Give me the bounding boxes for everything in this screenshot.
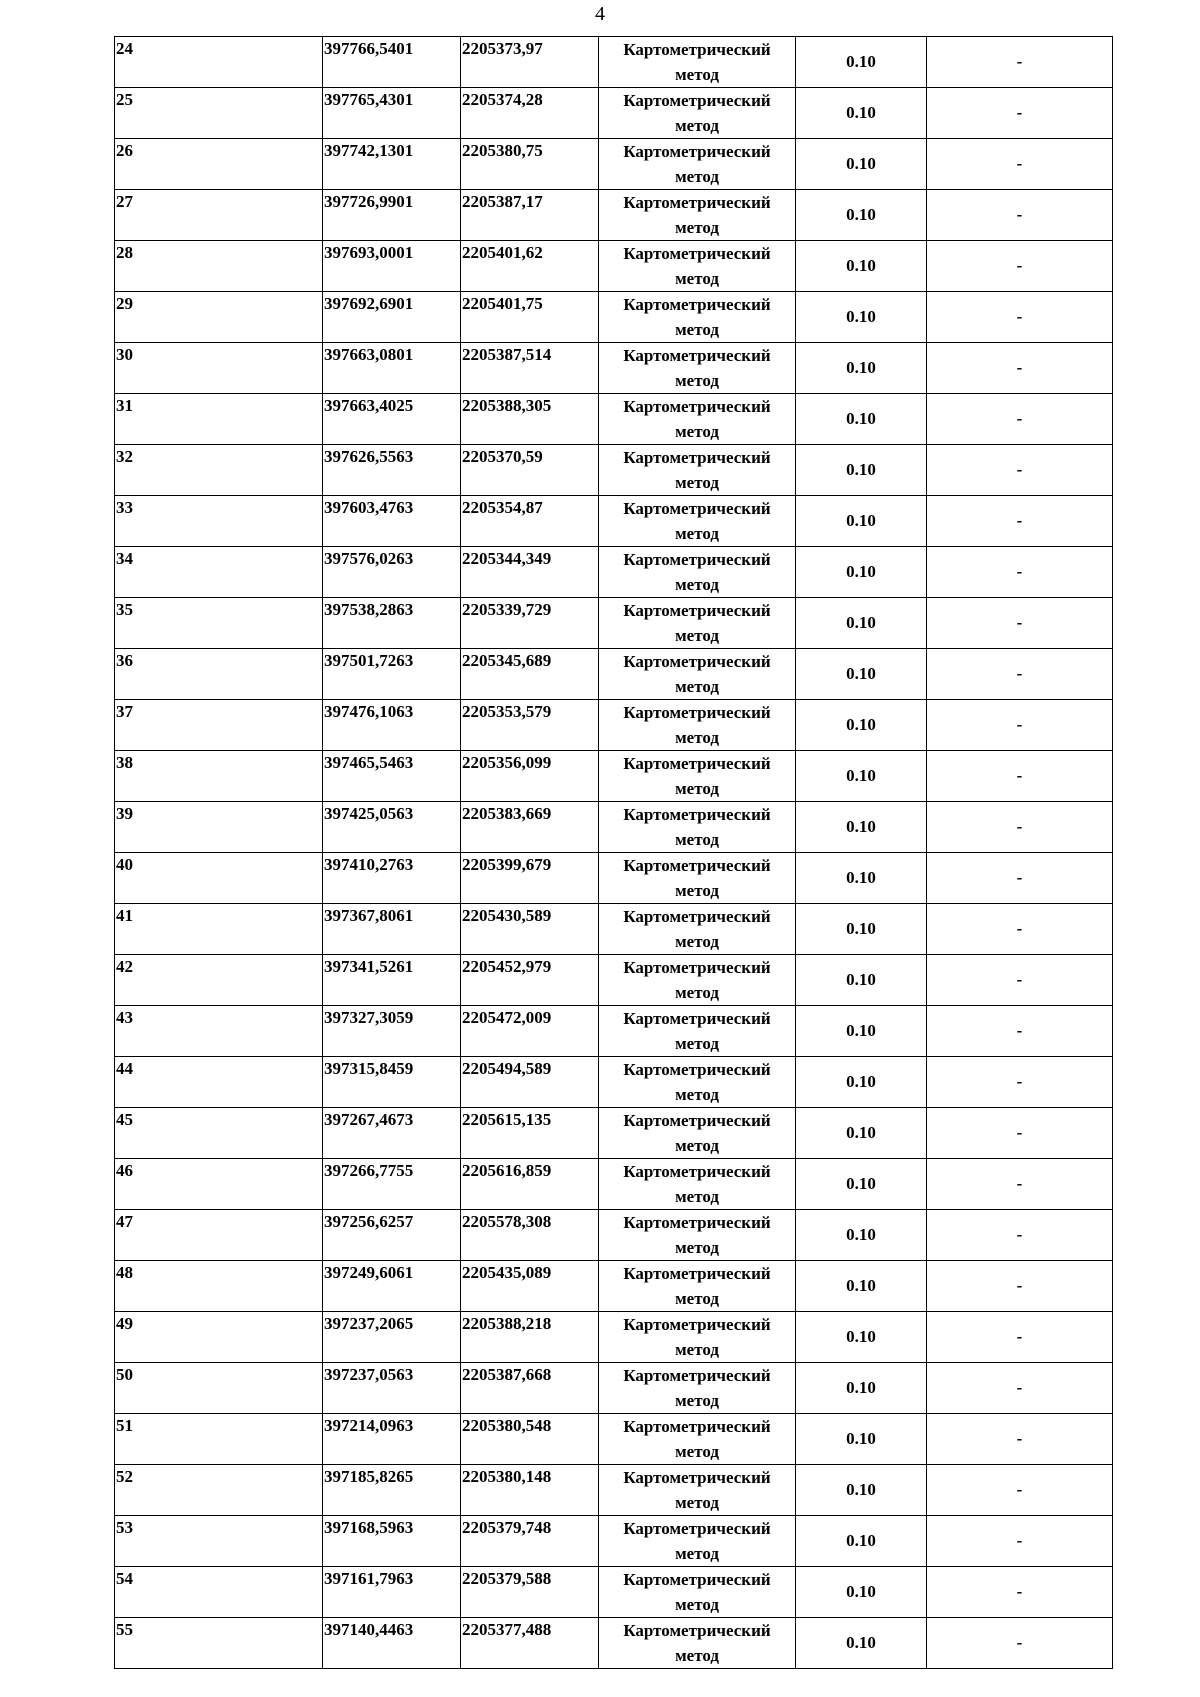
method-line-1: Картометрический — [623, 601, 771, 620]
precision-cell: 0.10 — [796, 394, 927, 445]
coordinates-table-body — [115, 37, 1113, 1669]
method-line-2: метод — [675, 1493, 719, 1512]
table-row — [115, 1516, 1113, 1567]
precision-cell: 0.10 — [796, 241, 927, 292]
x-coordinate-cell: 397256,6257 — [323, 1210, 461, 1261]
x-coordinate-cell: 397237,2065 — [323, 1312, 461, 1363]
x-coordinate-cell: 397603,4763 — [323, 496, 461, 547]
method-cell — [599, 547, 796, 598]
y-coordinate-cell: 2205401,75 — [461, 292, 599, 343]
method-line-2: метод — [675, 320, 719, 339]
method-line-2: метод — [675, 830, 719, 849]
method-cell — [599, 1108, 796, 1159]
method-cell — [599, 853, 796, 904]
point-number-cell: 49 — [115, 1312, 323, 1363]
note-cell: - — [927, 853, 1113, 904]
method-line-2: метод — [675, 473, 719, 492]
method-cell — [599, 955, 796, 1006]
method-cell — [599, 139, 796, 190]
note-cell: - — [927, 241, 1113, 292]
note-cell: - — [927, 1057, 1113, 1108]
note-cell: - — [927, 394, 1113, 445]
method-line-1: Картометрический — [623, 499, 771, 518]
y-coordinate-cell: 2205401,62 — [461, 241, 599, 292]
note-cell: - — [927, 1414, 1113, 1465]
y-coordinate-cell: 2205387,514 — [461, 343, 599, 394]
method-line-2: метод — [675, 1391, 719, 1410]
x-coordinate-cell: 397315,8459 — [323, 1057, 461, 1108]
method-cell — [599, 190, 796, 241]
precision-cell: 0.10 — [796, 1618, 927, 1669]
method-line-2: метод — [675, 1136, 719, 1155]
point-number-cell: 33 — [115, 496, 323, 547]
y-coordinate-cell: 2205452,979 — [461, 955, 599, 1006]
page-number: 4 — [595, 3, 605, 25]
y-coordinate-cell: 2205388,305 — [461, 394, 599, 445]
y-coordinate-cell: 2205356,099 — [461, 751, 599, 802]
note-cell: - — [927, 1465, 1113, 1516]
method-line-1: Картометрический — [623, 1264, 771, 1283]
method-line-2: метод — [675, 371, 719, 390]
method-line-2: метод — [675, 728, 719, 747]
method-cell — [599, 1618, 796, 1669]
method-line-1: Картометрический — [623, 1570, 771, 1589]
method-line-2: метод — [675, 1544, 719, 1563]
x-coordinate-cell: 397327,3059 — [323, 1006, 461, 1057]
y-coordinate-cell: 2205494,589 — [461, 1057, 599, 1108]
table-row — [115, 802, 1113, 853]
x-coordinate-cell: 397693,0001 — [323, 241, 461, 292]
table-row — [115, 1414, 1113, 1465]
method-line-1: Картометрический — [623, 1009, 771, 1028]
y-coordinate-cell: 2205380,548 — [461, 1414, 599, 1465]
method-cell — [599, 1006, 796, 1057]
x-coordinate-cell: 397367,8061 — [323, 904, 461, 955]
y-coordinate-cell: 2205354,87 — [461, 496, 599, 547]
method-line-1: Картометрический — [623, 805, 771, 824]
method-line-1: Картометрический — [623, 295, 771, 314]
y-coordinate-cell: 2205383,669 — [461, 802, 599, 853]
note-cell: - — [927, 88, 1113, 139]
method-line-2: метод — [675, 218, 719, 237]
y-coordinate-cell: 2205377,488 — [461, 1618, 599, 1669]
method-cell — [599, 445, 796, 496]
method-cell — [599, 1465, 796, 1516]
y-coordinate-cell: 2205370,59 — [461, 445, 599, 496]
method-cell — [599, 1414, 796, 1465]
method-line-2: метод — [675, 1646, 719, 1665]
method-line-1: Картометрический — [623, 703, 771, 722]
method-line-2: метод — [675, 1034, 719, 1053]
precision-cell: 0.10 — [796, 1363, 927, 1414]
precision-cell: 0.10 — [796, 1516, 927, 1567]
method-line-2: метод — [675, 167, 719, 186]
note-cell: - — [927, 190, 1113, 241]
precision-cell: 0.10 — [796, 802, 927, 853]
table-row — [115, 700, 1113, 751]
note-cell: - — [927, 1006, 1113, 1057]
precision-cell: 0.10 — [796, 496, 927, 547]
coordinates-table — [114, 36, 1113, 1669]
precision-cell: 0.10 — [796, 1567, 927, 1618]
note-cell: - — [927, 496, 1113, 547]
method-cell — [599, 394, 796, 445]
precision-cell: 0.10 — [796, 649, 927, 700]
precision-cell: 0.10 — [796, 445, 927, 496]
method-cell — [599, 343, 796, 394]
method-cell — [599, 1261, 796, 1312]
y-coordinate-cell: 2205399,679 — [461, 853, 599, 904]
table-row — [115, 1210, 1113, 1261]
x-coordinate-cell: 397663,0801 — [323, 343, 461, 394]
point-number-cell: 30 — [115, 343, 323, 394]
precision-cell: 0.10 — [796, 190, 927, 241]
x-coordinate-cell: 397476,1063 — [323, 700, 461, 751]
y-coordinate-cell: 2205373,97 — [461, 37, 599, 88]
method-line-2: метод — [675, 983, 719, 1002]
x-coordinate-cell: 397626,5563 — [323, 445, 461, 496]
y-coordinate-cell: 2205388,218 — [461, 1312, 599, 1363]
note-cell: - — [927, 1261, 1113, 1312]
precision-cell: 0.10 — [796, 700, 927, 751]
method-line-2: метод — [675, 575, 719, 594]
x-coordinate-cell: 397410,2763 — [323, 853, 461, 904]
y-coordinate-cell: 2205435,089 — [461, 1261, 599, 1312]
method-line-2: метод — [675, 677, 719, 696]
x-coordinate-cell: 397465,5463 — [323, 751, 461, 802]
point-number-cell: 25 — [115, 88, 323, 139]
y-coordinate-cell: 2205380,75 — [461, 139, 599, 190]
precision-cell: 0.10 — [796, 1261, 927, 1312]
table-row — [115, 292, 1113, 343]
x-coordinate-cell: 397341,5261 — [323, 955, 461, 1006]
x-coordinate-cell: 397742,1301 — [323, 139, 461, 190]
note-cell: - — [927, 1567, 1113, 1618]
y-coordinate-cell: 2205387,17 — [461, 190, 599, 241]
y-coordinate-cell: 2205430,589 — [461, 904, 599, 955]
method-line-1: Картометрический — [623, 346, 771, 365]
note-cell: - — [927, 1312, 1113, 1363]
x-coordinate-cell: 397766,5401 — [323, 37, 461, 88]
table-row — [115, 88, 1113, 139]
method-cell — [599, 802, 796, 853]
x-coordinate-cell: 397538,2863 — [323, 598, 461, 649]
note-cell: - — [927, 1516, 1113, 1567]
note-cell: - — [927, 1108, 1113, 1159]
note-cell: - — [927, 1363, 1113, 1414]
note-cell: - — [927, 343, 1113, 394]
precision-cell: 0.10 — [796, 955, 927, 1006]
note-cell: - — [927, 649, 1113, 700]
table-row — [115, 1363, 1113, 1414]
point-number-cell: 42 — [115, 955, 323, 1006]
y-coordinate-cell: 2205344,349 — [461, 547, 599, 598]
point-number-cell: 34 — [115, 547, 323, 598]
note-cell: - — [927, 292, 1113, 343]
method-line-2: метод — [675, 1289, 719, 1308]
point-number-cell: 46 — [115, 1159, 323, 1210]
method-line-2: метод — [675, 1085, 719, 1104]
y-coordinate-cell: 2205380,148 — [461, 1465, 599, 1516]
point-number-cell: 54 — [115, 1567, 323, 1618]
point-number-cell: 53 — [115, 1516, 323, 1567]
point-number-cell: 47 — [115, 1210, 323, 1261]
note-cell: - — [927, 955, 1113, 1006]
table-row — [115, 1465, 1113, 1516]
precision-cell: 0.10 — [796, 751, 927, 802]
method-line-1: Картометрический — [623, 40, 771, 59]
method-line-1: Картометрический — [623, 907, 771, 926]
x-coordinate-cell: 397266,7755 — [323, 1159, 461, 1210]
note-cell: - — [927, 37, 1113, 88]
point-number-cell: 38 — [115, 751, 323, 802]
table-row — [115, 751, 1113, 802]
precision-cell: 0.10 — [796, 88, 927, 139]
point-number-cell: 35 — [115, 598, 323, 649]
method-line-2: метод — [675, 779, 719, 798]
precision-cell: 0.10 — [796, 853, 927, 904]
x-coordinate-cell: 397765,4301 — [323, 88, 461, 139]
x-coordinate-cell: 397576,0263 — [323, 547, 461, 598]
precision-cell: 0.10 — [796, 1159, 927, 1210]
table-row — [115, 547, 1113, 598]
note-cell: - — [927, 1210, 1113, 1261]
point-number-cell: 29 — [115, 292, 323, 343]
precision-cell: 0.10 — [796, 1057, 927, 1108]
point-number-cell: 24 — [115, 37, 323, 88]
point-number-cell: 27 — [115, 190, 323, 241]
x-coordinate-cell: 397185,8265 — [323, 1465, 461, 1516]
note-cell: - — [927, 751, 1113, 802]
method-line-1: Картометрический — [623, 856, 771, 875]
note-cell: - — [927, 904, 1113, 955]
method-line-2: метод — [675, 1340, 719, 1359]
note-cell: - — [927, 1159, 1113, 1210]
method-line-1: Картометрический — [623, 1468, 771, 1487]
method-line-1: Картометрический — [623, 1060, 771, 1079]
precision-cell: 0.10 — [796, 1108, 927, 1159]
method-line-1: Картометрический — [623, 1621, 771, 1640]
table-row — [115, 1108, 1113, 1159]
note-cell: - — [927, 445, 1113, 496]
y-coordinate-cell: 2205345,689 — [461, 649, 599, 700]
y-coordinate-cell: 2205379,588 — [461, 1567, 599, 1618]
method-line-1: Картометрический — [623, 550, 771, 569]
method-line-1: Картометрический — [623, 1111, 771, 1130]
method-line-1: Картометрический — [623, 1417, 771, 1436]
method-cell — [599, 292, 796, 343]
method-line-2: метод — [675, 65, 719, 84]
point-number-cell: 28 — [115, 241, 323, 292]
method-line-1: Картометрический — [623, 754, 771, 773]
point-number-cell: 40 — [115, 853, 323, 904]
method-line-2: метод — [675, 626, 719, 645]
table-row — [115, 1618, 1113, 1669]
method-line-2: метод — [675, 116, 719, 135]
point-number-cell: 32 — [115, 445, 323, 496]
method-cell — [599, 37, 796, 88]
x-coordinate-cell: 397161,7963 — [323, 1567, 461, 1618]
point-number-cell: 43 — [115, 1006, 323, 1057]
y-coordinate-cell: 2205578,308 — [461, 1210, 599, 1261]
y-coordinate-cell: 2205339,729 — [461, 598, 599, 649]
note-cell: - — [927, 802, 1113, 853]
method-cell — [599, 88, 796, 139]
method-line-1: Картометрический — [623, 1162, 771, 1181]
precision-cell: 0.10 — [796, 1006, 927, 1057]
method-line-2: метод — [675, 1595, 719, 1614]
point-number-cell: 39 — [115, 802, 323, 853]
method-cell — [599, 751, 796, 802]
table-row — [115, 955, 1113, 1006]
method-line-1: Картометрический — [623, 1213, 771, 1232]
x-coordinate-cell: 397726,9901 — [323, 190, 461, 241]
x-coordinate-cell: 397692,6901 — [323, 292, 461, 343]
note-cell: - — [927, 700, 1113, 751]
method-cell — [599, 1567, 796, 1618]
method-line-1: Картометрический — [623, 142, 771, 161]
precision-cell: 0.10 — [796, 1465, 927, 1516]
table-row — [115, 496, 1113, 547]
method-cell — [599, 1057, 796, 1108]
method-line-2: метод — [675, 524, 719, 543]
method-cell — [599, 1363, 796, 1414]
table-row — [115, 241, 1113, 292]
table-row — [115, 649, 1113, 700]
method-line-2: метод — [675, 932, 719, 951]
method-line-2: метод — [675, 1442, 719, 1461]
method-line-1: Картометрический — [623, 193, 771, 212]
table-row — [115, 37, 1113, 88]
method-cell — [599, 1159, 796, 1210]
method-line-2: метод — [675, 1238, 719, 1257]
note-cell: - — [927, 139, 1113, 190]
method-cell — [599, 649, 796, 700]
method-cell — [599, 700, 796, 751]
precision-cell: 0.10 — [796, 1414, 927, 1465]
point-number-cell: 45 — [115, 1108, 323, 1159]
table-row — [115, 445, 1113, 496]
y-coordinate-cell: 2205472,009 — [461, 1006, 599, 1057]
method-line-2: метод — [675, 269, 719, 288]
y-coordinate-cell: 2205379,748 — [461, 1516, 599, 1567]
precision-cell: 0.10 — [796, 37, 927, 88]
y-coordinate-cell: 2205353,579 — [461, 700, 599, 751]
x-coordinate-cell: 397214,0963 — [323, 1414, 461, 1465]
point-number-cell: 31 — [115, 394, 323, 445]
table-row — [115, 394, 1113, 445]
precision-cell: 0.10 — [796, 904, 927, 955]
method-line-1: Картометрический — [623, 244, 771, 263]
x-coordinate-cell: 397501,7263 — [323, 649, 461, 700]
table-row — [115, 1312, 1113, 1363]
method-cell — [599, 904, 796, 955]
method-cell — [599, 496, 796, 547]
method-line-1: Картометрический — [623, 91, 771, 110]
method-line-1: Картометрический — [623, 448, 771, 467]
precision-cell: 0.10 — [796, 547, 927, 598]
point-number-cell: 51 — [115, 1414, 323, 1465]
precision-cell: 0.10 — [796, 1312, 927, 1363]
table-row — [115, 139, 1113, 190]
precision-cell: 0.10 — [796, 139, 927, 190]
table-row — [115, 190, 1113, 241]
x-coordinate-cell: 397140,4463 — [323, 1618, 461, 1669]
y-coordinate-cell: 2205387,668 — [461, 1363, 599, 1414]
method-line-1: Картометрический — [623, 1315, 771, 1334]
method-cell — [599, 1312, 796, 1363]
precision-cell: 0.10 — [796, 598, 927, 649]
y-coordinate-cell: 2205616,859 — [461, 1159, 599, 1210]
x-coordinate-cell: 397267,4673 — [323, 1108, 461, 1159]
table-row — [115, 1057, 1113, 1108]
y-coordinate-cell: 2205615,135 — [461, 1108, 599, 1159]
method-line-2: метод — [675, 422, 719, 441]
y-coordinate-cell: 2205374,28 — [461, 88, 599, 139]
method-line-1: Картометрический — [623, 1366, 771, 1385]
method-line-1: Картометрический — [623, 958, 771, 977]
point-number-cell: 55 — [115, 1618, 323, 1669]
note-cell: - — [927, 1618, 1113, 1669]
point-number-cell: 50 — [115, 1363, 323, 1414]
x-coordinate-cell: 397425,0563 — [323, 802, 461, 853]
x-coordinate-cell: 397237,0563 — [323, 1363, 461, 1414]
point-number-cell: 26 — [115, 139, 323, 190]
table-row — [115, 343, 1113, 394]
table-row — [115, 1006, 1113, 1057]
table-row — [115, 1261, 1113, 1312]
point-number-cell: 36 — [115, 649, 323, 700]
method-line-2: метод — [675, 881, 719, 900]
method-cell — [599, 598, 796, 649]
precision-cell: 0.10 — [796, 292, 927, 343]
table-row — [115, 904, 1113, 955]
table-row — [115, 853, 1113, 904]
table-row — [115, 1567, 1113, 1618]
method-line-2: метод — [675, 1187, 719, 1206]
point-number-cell: 48 — [115, 1261, 323, 1312]
x-coordinate-cell: 397663,4025 — [323, 394, 461, 445]
method-line-1: Картометрический — [623, 652, 771, 671]
precision-cell: 0.10 — [796, 343, 927, 394]
point-number-cell: 37 — [115, 700, 323, 751]
table-row — [115, 598, 1113, 649]
method-line-1: Картометрический — [623, 1519, 771, 1538]
method-cell — [599, 1210, 796, 1261]
method-cell — [599, 1516, 796, 1567]
table-row — [115, 1159, 1113, 1210]
x-coordinate-cell: 397249,6061 — [323, 1261, 461, 1312]
note-cell: - — [927, 598, 1113, 649]
method-cell — [599, 241, 796, 292]
point-number-cell: 44 — [115, 1057, 323, 1108]
precision-cell: 0.10 — [796, 1210, 927, 1261]
point-number-cell: 41 — [115, 904, 323, 955]
point-number-cell: 52 — [115, 1465, 323, 1516]
x-coordinate-cell: 397168,5963 — [323, 1516, 461, 1567]
method-line-1: Картометрический — [623, 397, 771, 416]
note-cell: - — [927, 547, 1113, 598]
